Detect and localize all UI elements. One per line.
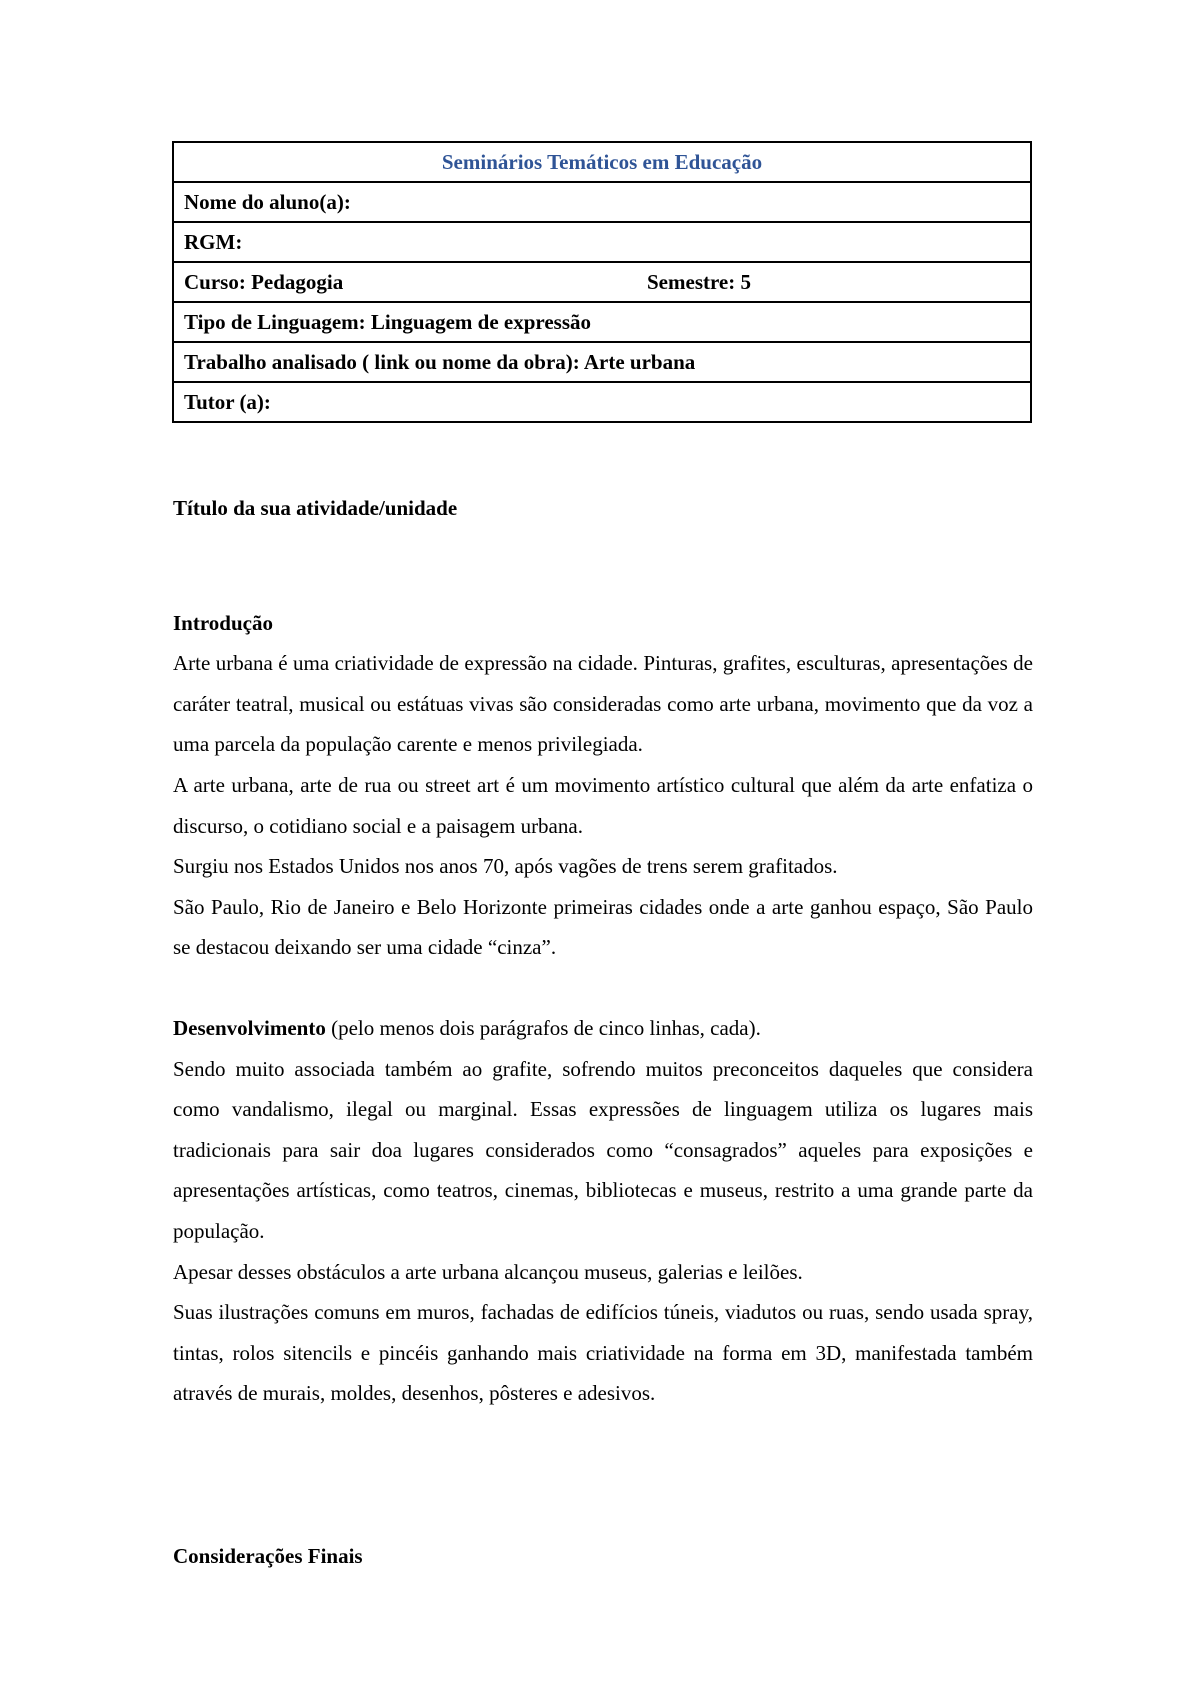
document-body <box>173 488 1033 1576</box>
course-label: Curso: Pedagogia <box>184 270 344 294</box>
tutor-label: Tutor (a): <box>173 382 1031 422</box>
rgm-row <box>173 222 1031 262</box>
development-heading-note: (pelo menos dois parágrafos de cinco linhas, cada). <box>325 1015 761 1040</box>
introduction-paragraph: Arte urbana é uma criatividade de expressão na cidade. Pinturas, grafites, esculturas, apresentações de caráter teatral, musical ou estátuas vivas são consideradas como arte urbana, movimento que da voz a uma parcela da população carente e menos privilegiada. <box>173 651 1033 757</box>
introduction-section <box>173 603 1033 968</box>
header-table <box>172 141 1032 423</box>
activity-title: Título da sua atividade/unidade <box>173 496 458 520</box>
semester-label: Semestre: 5 <box>647 270 751 294</box>
development-paragraph: Apesar desses obstáculos a arte urbana alcançou museus, galerias e leilões. <box>173 1259 803 1284</box>
tutor-row <box>173 382 1031 422</box>
introduction-paragraph: Surgiu nos Estados Unidos nos anos 70, após vagões de trens serem grafitados. <box>173 854 838 879</box>
introduction-paragraph: A arte urbana, arte de rua ou street art é um movimento artístico cultural que além da arte enfatiza o discurso, o cotidiano social e a paisagem urbana. <box>173 772 1033 838</box>
development-heading-line <box>173 1008 1033 1049</box>
development-paragraph: Sendo muito associada também ao grafite, sofrendo muitos preconceitos daqueles que considera como vandalismo, ilegal ou marginal. Essas expressões de linguagem utiliza os lugares mais tradicionais para sair doa lugares considerados como “consagrados” aqueles para exposições e apresentações artísticas, como teatros, cinemas, bibliotecas e museus, restrito a uma grande parte da população. <box>173 1056 1033 1243</box>
work-label: Trabalho analisado ( link ou nome da obra): Arte urbana <box>173 342 1031 382</box>
course-cell <box>173 262 1031 302</box>
final-considerations-section <box>173 1536 1033 1577</box>
final-considerations-heading: Considerações Finais <box>173 1543 363 1568</box>
introduction-paragraph: São Paulo, Rio de Janeiro e Belo Horizonte primeiras cidades onde a arte ganhou espaço, São Paulo se destacou deixando ser uma cidade “cinza”. <box>173 894 1033 960</box>
header-title-row <box>173 142 1031 182</box>
development-heading: Desenvolvimento <box>173 1015 326 1040</box>
student-name-row <box>173 182 1031 222</box>
document-title: Seminários Temáticos em Educação <box>173 142 1031 182</box>
development-paragraph: Suas ilustrações comuns em muros, fachadas de edifícios túneis, viadutos ou ruas, sendo usada spray, tintas, rolos sitencils e pincéis ganhando mais criatividade na forma em 3D, manifestada também através de murais, moldes, desenhos, pôsteres e adesivos. <box>173 1300 1033 1406</box>
rgm-label: RGM: <box>173 222 1031 262</box>
introduction-heading: Introdução <box>173 610 273 635</box>
course-row <box>173 262 1031 302</box>
language-type-row <box>173 302 1031 342</box>
language-type-label: Tipo de Linguagem: Linguagem de expressão <box>173 302 1031 342</box>
work-row <box>173 342 1031 382</box>
development-section <box>173 1008 1033 1414</box>
student-name-label: Nome do aluno(a): <box>173 182 1031 222</box>
